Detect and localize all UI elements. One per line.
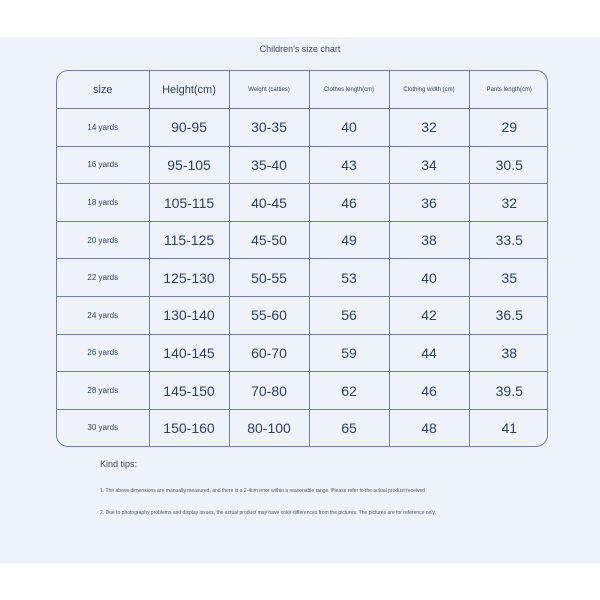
cell-height: 105-115 xyxy=(149,184,229,222)
size-table-container xyxy=(56,70,548,447)
cell-clothes-length: 46 xyxy=(309,184,389,222)
cell-size: 26 yards xyxy=(57,334,149,372)
tips-title: Kind tips: xyxy=(100,459,138,469)
cell-height: 145-150 xyxy=(149,372,229,410)
header-clothes-length: Clothes length(cm) xyxy=(309,71,389,109)
cell-pants-length: 29 xyxy=(469,109,548,147)
cell-height: 90-95 xyxy=(149,109,229,147)
cell-clothes-length: 40 xyxy=(309,109,389,147)
cell-weight: 70-80 xyxy=(229,372,309,410)
cell-clothes-length: 53 xyxy=(309,259,389,297)
cell-pants-length: 36.5 xyxy=(469,297,548,335)
cell-pants-length: 39.5 xyxy=(469,372,548,410)
cell-weight: 45-50 xyxy=(229,221,309,259)
cell-weight: 30-35 xyxy=(229,109,309,147)
cell-pants-length: 35 xyxy=(469,259,548,297)
table-header-row xyxy=(57,71,548,109)
cell-clothing-width: 42 xyxy=(389,297,469,335)
cell-height: 95-105 xyxy=(149,146,229,184)
cell-size: 24 yards xyxy=(57,297,149,335)
cell-clothes-length: 65 xyxy=(309,409,389,446)
tip-item: 2. Due to photography problems and display issues, the actual product may have color differences from the pictures. The pictures are for reference only. xyxy=(100,510,437,516)
table-row xyxy=(57,334,548,372)
cell-height: 130-140 xyxy=(149,297,229,335)
cell-clothing-width: 36 xyxy=(389,184,469,222)
cell-height: 115-125 xyxy=(149,221,229,259)
table-row xyxy=(57,184,548,222)
cell-size: 20 yards xyxy=(57,221,149,259)
cell-clothing-width: 34 xyxy=(389,146,469,184)
page-title: Children's size chart xyxy=(259,44,341,54)
cell-weight: 60-70 xyxy=(229,334,309,372)
cell-size: 14 yards xyxy=(57,109,149,147)
cell-weight: 35-40 xyxy=(229,146,309,184)
header-clothing-width: Clothing width (cm) xyxy=(389,71,469,109)
cell-size: 30 yards xyxy=(57,409,149,446)
cell-clothing-width: 32 xyxy=(389,109,469,147)
cell-pants-length: 33.5 xyxy=(469,221,548,259)
cell-clothing-width: 38 xyxy=(389,221,469,259)
header-size: size xyxy=(57,71,149,109)
table-row xyxy=(57,109,548,147)
table-row xyxy=(57,372,548,410)
table-row xyxy=(57,409,548,446)
cell-weight: 55-60 xyxy=(229,297,309,335)
cell-size: 28 yards xyxy=(57,372,149,410)
table-row xyxy=(57,259,548,297)
cell-height: 140-145 xyxy=(149,334,229,372)
tip-item: 1. The above dimensions are manually measured, and there is a 2-4cm error within a reasonable range. Please refer to the actual product received xyxy=(100,488,426,494)
cell-clothing-width: 40 xyxy=(389,259,469,297)
table-row xyxy=(57,297,548,335)
cell-height: 150-160 xyxy=(149,409,229,446)
cell-clothing-width: 46 xyxy=(389,372,469,410)
cell-pants-length: 41 xyxy=(469,409,548,446)
cell-size: 18 yards xyxy=(57,184,149,222)
cell-clothes-length: 59 xyxy=(309,334,389,372)
cell-weight: 40-45 xyxy=(229,184,309,222)
cell-clothes-length: 49 xyxy=(309,221,389,259)
cell-weight: 80-100 xyxy=(229,409,309,446)
header-height: Height(cm) xyxy=(149,71,229,109)
table-row xyxy=(57,146,548,184)
cell-weight: 50-55 xyxy=(229,259,309,297)
cell-size: 16 yards xyxy=(57,146,149,184)
cell-clothing-width: 44 xyxy=(389,334,469,372)
cell-clothes-length: 43 xyxy=(309,146,389,184)
cell-clothes-length: 56 xyxy=(309,297,389,335)
table-row xyxy=(57,221,548,259)
cell-height: 125-130 xyxy=(149,259,229,297)
cell-clothes-length: 62 xyxy=(309,372,389,410)
header-weight: Weight (catties) xyxy=(229,71,309,109)
size-table xyxy=(57,71,548,446)
cell-pants-length: 38 xyxy=(469,334,548,372)
cell-size: 22 yards xyxy=(57,259,149,297)
cell-clothing-width: 48 xyxy=(389,409,469,446)
header-pants-length: Pants length(cm) xyxy=(469,71,548,109)
cell-pants-length: 32 xyxy=(469,184,548,222)
cell-pants-length: 30.5 xyxy=(469,146,548,184)
